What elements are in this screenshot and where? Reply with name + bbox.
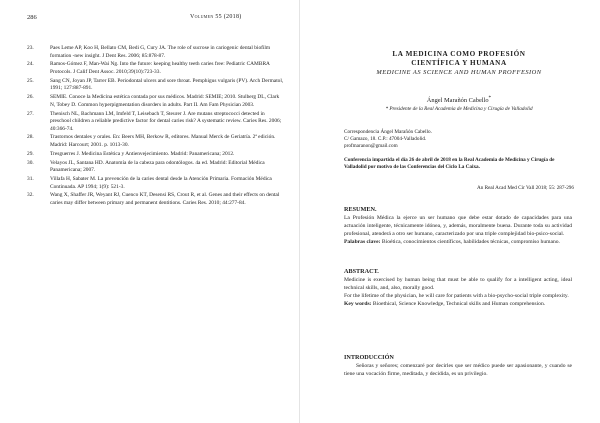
author-text: Ángel Marañón Cabello xyxy=(426,97,489,105)
author-affiliation: * Presidente de la Real Academia de Medicina y Cirugía de Valladolid xyxy=(385,106,533,112)
reference-text: Velayos JL, Santana HD. Anatomía de la cabeza para odontólogos. 4a ed. Madrid: Editorial Médica Panamericana; 2007. xyxy=(50,159,265,174)
resumen-heading: RESUMEN. xyxy=(344,206,377,213)
reference-text: Sang CN, Joyan JP, Tarrer EB. Periodontal ulcers and sore throat. Pemphigus vulgaris (PV). Arch Dermatol, 1991; 127:887-891. xyxy=(50,77,284,92)
reference-text: Ramos-Gómez F, Man-Wai Ng. Into the future: keeping healthy teeth caries free: Pediatric CAMBRA Protocols. J Calif Dent Assoc. 2010;39(10):723-33. xyxy=(50,61,270,75)
reference-number: 25. xyxy=(27,77,34,84)
reference-number: 29. xyxy=(27,150,34,157)
reference-text: Trastornos dentales y orales. En: Beers MH, Berkow R, editores. Manual Merck de Geriatría. 2ª edición. Madrid: Harcourt; 2001. p. 1013-30. xyxy=(50,134,276,149)
reference-item xyxy=(27,78,285,93)
abstract-heading: ABSTRACT. xyxy=(344,268,379,275)
reference-item xyxy=(27,94,285,109)
reference-number: 23. xyxy=(27,45,34,51)
conference-note: Conferencia impartida el día 26 de abril de 2018 en la Real Academia de Medicina y Cirugía de Valladolid por motivo de las Conferencias del Ciclo La Caixa. xyxy=(344,157,555,171)
right-page xyxy=(300,0,600,423)
abstract-paragraph-1: Medicine is exercised by human being that must be able to qualify for a intelligent acting, ideal technical skills, and, also, morally good. xyxy=(344,277,572,291)
reference-text: Tresguerres J. Medicina Estética y Antienvejecimiento. Madrid: Panamericana; 2012. xyxy=(50,150,235,157)
reference-number: 30. xyxy=(27,159,34,166)
article-title-es xyxy=(344,50,574,68)
correspondence-block xyxy=(344,129,574,151)
reference-item xyxy=(27,176,285,191)
correspondence-email: profmaranon@gmail.com xyxy=(344,143,398,150)
reference-text: Wang X, Shaffer JR, Weyant RJ, Cuenco KT, Desensi RS, Crout R, et al. Genes and their effects on dental caries may differ between primary and permanent dentitions. Caries Res. 2010; 44:277-84. xyxy=(50,192,280,206)
reference-item xyxy=(27,160,285,175)
reference-number: 27. xyxy=(27,110,34,117)
reference-item xyxy=(27,61,285,76)
reference-text: Villafa H, Sabater M. La prevención de la caries dental desde la Atención Primaria. Formación Médica Continuada. AP 1994; 1(9): 521-3. xyxy=(50,176,272,190)
correspondence-name: Correspondencia Ángel Marañón Cabello. xyxy=(344,129,432,135)
reference-item xyxy=(27,134,285,149)
reference-text: Thenisch NL, Bachmann LM, Imfeld T, Leisebach T, Steurer J. Are mutans streptococci detected in preschool children a reliable predictive factor for dental caries risk? A systematic review. Caries Res. 2006; 40:366-74. xyxy=(50,110,282,132)
reference-number: 26. xyxy=(27,94,34,101)
reference-item xyxy=(27,111,285,134)
author-footnote-mark: * xyxy=(488,95,492,101)
reference-list xyxy=(27,45,285,209)
article-title-en: MEDICINE AS SCIENCE AND HUMAN PROFFESION xyxy=(376,69,542,76)
reference-item xyxy=(27,151,285,159)
reference-number: 24. xyxy=(27,61,34,68)
palabras-clave-text: Bioética, conocimientos científicos, habilidades técnicas, compromiso humano. xyxy=(381,239,560,245)
author-name xyxy=(344,95,574,104)
resumen-text xyxy=(344,214,572,246)
resumen-body: La Profesión Médica la ejerce un ser humano que debe estar dotado de capacidades para una actuación inteligente, técnicamente idónea, y, además, moralmente buena. Durante toda su actividad profesional, atenderá a otro ser humano, caracterizado por una triple complejidad bio-psico-social. xyxy=(344,215,572,237)
running-head: Volumen 55 (2018) xyxy=(190,14,242,20)
reference-text: Paes Leme AP, Koo H, Bellato CM, Bedi G, Cury JA. The role of sucrose in cariogenic dental biofilm formation -new insight. J Dent Res. 2006; 85:878-87. xyxy=(50,45,271,59)
title-line-1: LA MEDICINA COMO PROFESIÓN xyxy=(392,50,526,58)
page-number: 286 xyxy=(27,14,37,21)
reference-item xyxy=(27,192,285,207)
abstract-text xyxy=(344,276,572,308)
introduction-heading: INTRODUCCIÓN xyxy=(344,354,394,361)
correspondence-address: C/ Gamazo, 18. C.P.: 47004-Valladolid. xyxy=(344,136,427,143)
introduction-text: Señoras y señores; comenzaré por decirles que ser médico puede ser apasionante, y cuando se tiene una vocación firme, meditada, y decidida, es un privilegio. xyxy=(344,363,572,377)
title-line-2: CIENTÍFICA Y HUMANA xyxy=(411,58,507,67)
reference-number: 31. xyxy=(27,176,34,182)
reference-number: 32. xyxy=(27,192,34,199)
reference-item xyxy=(27,45,285,60)
journal-citation: An Real Acad Med Cir Vall 2018; 55: 287-296 xyxy=(476,185,574,191)
abstract-paragraph-2: For the lifetime of the physician, he will care for patients with a bio-psycho-social triple complexity. xyxy=(344,293,569,299)
keywords-label: Key words: xyxy=(344,301,372,307)
palabras-clave-label: Palabras clave: xyxy=(344,239,381,245)
reference-text: SEMIE. Conoce la Medicina estética contada por sus médicos. Madrid: SEMIE; 2010. Stulberg DL, Clark N, Tobey D. Common hyperpigmentation disorders in adults. Part II. Am Fam Physician 2003. xyxy=(50,94,280,108)
keywords-text: Bioethical, Science Knowledge, Technical skills and Human comprehension. xyxy=(372,301,546,307)
reference-number: 28. xyxy=(27,134,34,141)
